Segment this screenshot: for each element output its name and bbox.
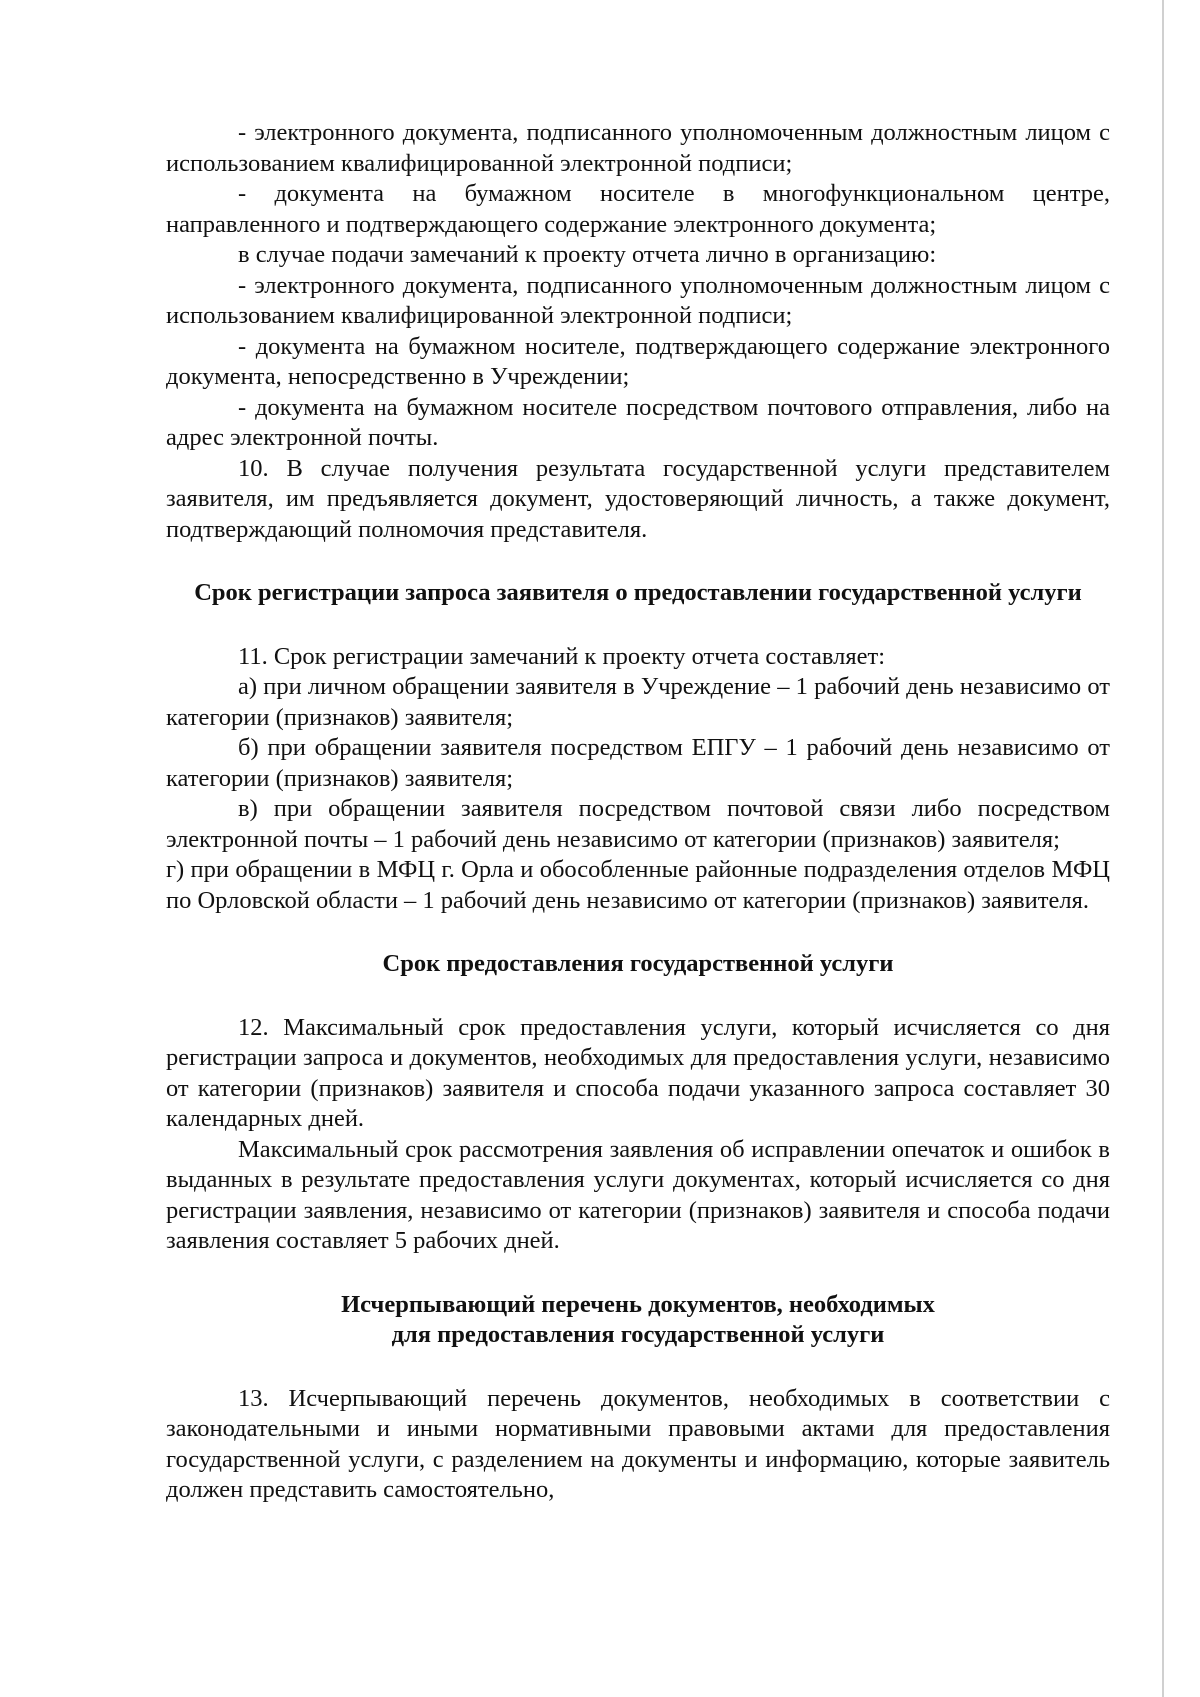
paragraph-12-corrections: Максимальный срок рассмотрения заявления об исправлении опечаток и ошибок в выданных в результате предоставления услуги документах, который исчисляется со дня регистрации заявления, независимо от категории (признаков) заявителя и способа подачи заявления составляет 5 рабочих дней. (166, 1135, 1110, 1254)
paragraph-11-b: б) при обращении заявителя посредством ЕПГУ – 1 рабочий день независимо от категории (признаков) заявителя; (166, 734, 1110, 792)
paragraph-paper-doc-mail: - документа на бумажном носителе посредством почтового отправления, либо на адрес электронной почты. (166, 393, 1110, 451)
page-edge-shadow (1162, 0, 1164, 1697)
paragraph-electronic-doc-1: - электронного документа, подписанного уполномоченным должностным лицом с использованием квалифицированной электронной подписи; (166, 119, 1110, 177)
heading-documents-list-line2: для предоставления государственной услуги (391, 1321, 885, 1348)
paragraph-12-max-term: 12. Максимальный срок предоставления услуги, который исчисляется со дня регистрации запроса и документов, необходимых для предоставления услуги, независимо от категории (признаков) заявителя и способа подачи указанного запроса составляет 30 календарных дней. (166, 1013, 1110, 1132)
paragraph-11-a: а) при личном обращении заявителя в Учреждение – 1 рабочий день независимо от категории (признаков) заявителя; (166, 673, 1110, 731)
paragraph-electronic-doc-2: - электронного документа, подписанного уполномоченным должностным лицом с использованием квалифицированной электронной подписи; (166, 271, 1110, 329)
paragraph-10-representative: 10. В случае получения результата государственной услуги представителем заявителя, им предъявляется документ, удостоверяющий личность, а также документ, подтверждающий полномочия представителя. (166, 454, 1110, 543)
paragraph-paper-doc-institution: - документа на бумажном носителе, подтверждающего содержание электронного документа, непосредственно в Учреждении; (166, 332, 1110, 390)
heading-documents-list-line1: Исчерпывающий перечень документов, необходимых (341, 1290, 935, 1318)
heading-registration-term: Срок регистрации запроса заявителя о предоставлении государственной услуги (194, 579, 1082, 606)
paragraph-13-documents: 13. Исчерпывающий перечень документов, необходимых в соответствии с законодательными и иными нормативными правовыми актами для предоставления государственной услуги, с разделением на документы и информацию, которые заявитель должен представить самостоятельно, (166, 1384, 1110, 1503)
paragraph-11-intro: 11. Срок регистрации замечаний к проекту отчета составляет: (238, 642, 886, 670)
document-body (166, 118, 1110, 1506)
paragraph-personal-submission: в случае подачи замечаний к проекту отчета лично в организацию: (238, 241, 937, 268)
heading-service-term: Срок предоставления государственной услуги (382, 950, 894, 977)
paragraph-11-v: в) при обращении заявителя посредством почтовой связи либо посредством электронной почты – 1 рабочий день независимо от категории (признаков) заявителя; (166, 795, 1110, 853)
paragraph-11-g: г) при обращении в МФЦ г. Орла и обособленные районные подразделения отделов МФЦ по Орловской области – 1 рабочий день независимо от категории (признаков) заявителя. (166, 856, 1110, 914)
paragraph-paper-doc-mfc: - документа на бумажном носителе в многофункциональном центре, направленного и подтверждающего содержание электронного документа; (166, 180, 1110, 238)
